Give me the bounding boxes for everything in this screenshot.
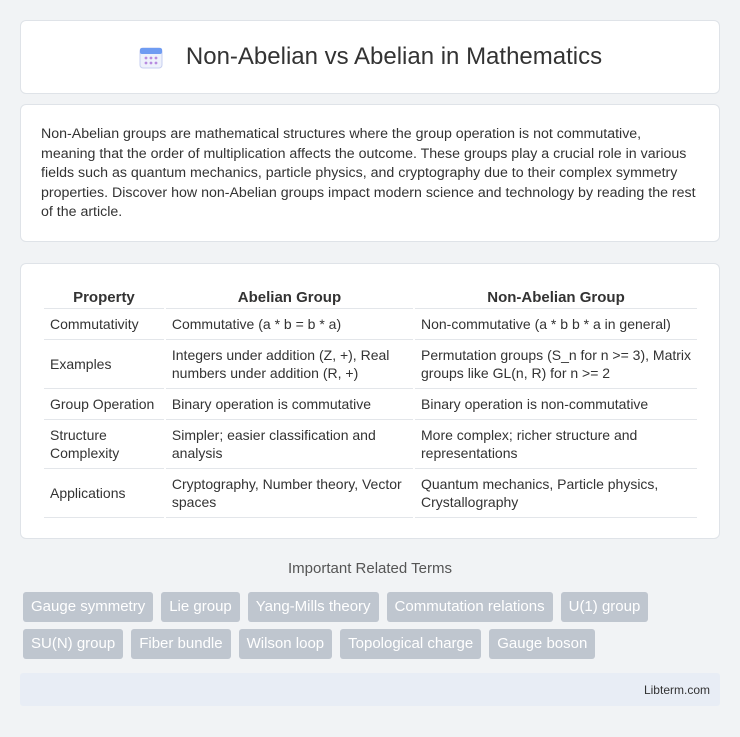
tag-gauge-boson[interactable]: Gauge boson: [489, 629, 595, 659]
table-row: [44, 389, 697, 420]
header-non-abelian: Non-Abelian Group: [415, 284, 697, 309]
table-row: [44, 420, 697, 469]
tag-sun-group[interactable]: SU(N) group: [23, 629, 123, 659]
table-row: [44, 309, 697, 340]
cell-abelian: Commutative (a * b = b * a): [166, 309, 413, 340]
calendar-icon: [138, 44, 164, 70]
tag-fiber-bundle[interactable]: Fiber bundle: [131, 629, 230, 659]
cell-non-abelian: More complex; richer structure and representations: [415, 420, 697, 469]
cell-abelian: Integers under addition (Z, +), Real numbers under addition (R, +): [166, 340, 413, 389]
title-wrap: [138, 43, 602, 71]
cell-property: Applications: [44, 469, 164, 518]
cell-abelian: Binary operation is commutative: [166, 389, 413, 420]
footer-brand[interactable]: Libterm.com: [643, 682, 710, 697]
tag-yang-mills-theory[interactable]: Yang-Mills theory: [248, 592, 379, 622]
cell-non-abelian: Permutation groups (S_n for n >= 3), Matrix groups like GL(n, R) for n >= 2: [415, 340, 697, 389]
cell-non-abelian: Binary operation is non-commutative: [415, 389, 697, 420]
tag-topological-charge[interactable]: Topological charge: [340, 629, 481, 659]
table-header-row: [44, 284, 697, 309]
table-row: [44, 469, 697, 518]
tag-u1-group[interactable]: U(1) group: [561, 592, 649, 622]
comparison-card: [20, 263, 720, 539]
header-abelian: Abelian Group: [166, 284, 413, 309]
cell-property: Structure Complexity: [44, 420, 164, 469]
table-row: [44, 340, 697, 389]
cell-property: Group Operation: [44, 389, 164, 420]
tag-commutation-relations[interactable]: Commutation relations: [387, 592, 553, 622]
header-property: Property: [44, 284, 164, 309]
page-title: Non-Abelian vs Abelian in Mathematics: [185, 43, 603, 70]
tag-wilson-loop[interactable]: Wilson loop: [239, 629, 333, 659]
cell-non-abelian: Quantum mechanics, Particle physics, Crystallography: [415, 469, 697, 518]
cell-abelian: Cryptography, Number theory, Vector spaces: [166, 469, 413, 518]
intro-card: [20, 104, 720, 242]
footer: [20, 673, 720, 706]
cell-abelian: Simpler; easier classification and analysis: [166, 420, 413, 469]
tag-lie-group[interactable]: Lie group: [161, 592, 240, 622]
comparison-table: [42, 284, 699, 518]
intro-paragraph: Non-Abelian groups are mathematical structures where the group operation is not commutative, meaning that the order of multiplication affects the outcome. These groups play a crucial role in various fields such as quantum mechanics, particle physics, and cryptography due to their complex symmetry properties. Discover how non-Abelian groups impact modern science and technology by reading the rest of the article.: [41, 126, 696, 220]
header-card: [20, 20, 720, 94]
cell-non-abelian: Non-commutative (a * b b * a in general): [415, 309, 697, 340]
cell-property: Commutativity: [44, 309, 164, 340]
cell-property: Examples: [44, 340, 164, 389]
related-terms-heading: Important Related Terms: [288, 560, 452, 577]
related-terms-list: [23, 592, 723, 659]
tag-gauge-symmetry[interactable]: Gauge symmetry: [23, 592, 153, 622]
